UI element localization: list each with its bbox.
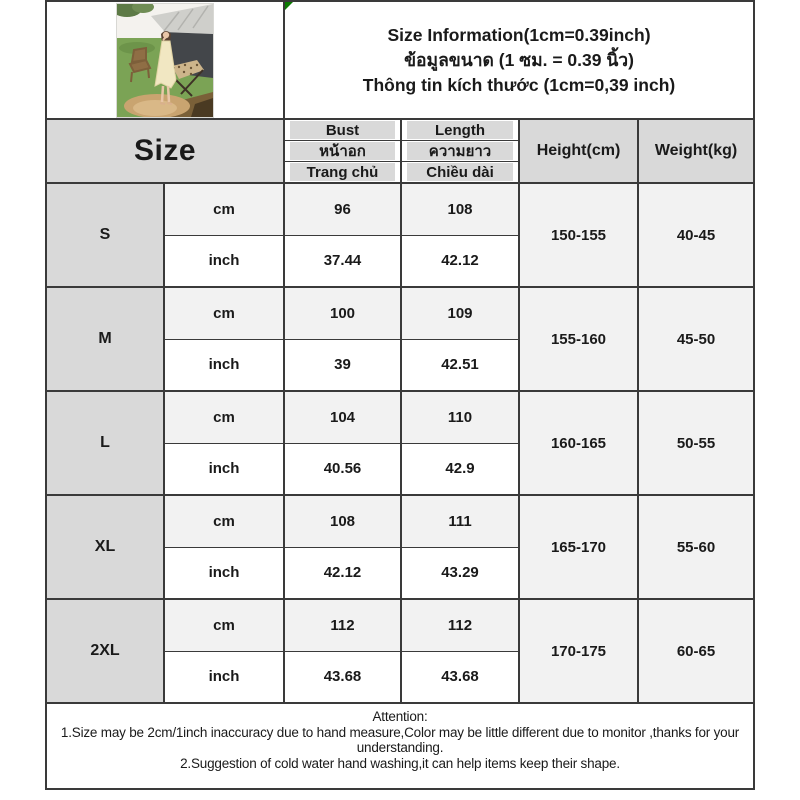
attention-note-2: 2.Suggestion of cold water hand washing,it can help items keep their shape. xyxy=(180,755,620,771)
weight-range: 60-65 xyxy=(638,599,754,703)
weight-range: 40-45 xyxy=(638,183,754,287)
bust-cm-value: 104 xyxy=(284,391,401,443)
unit-inch: inch xyxy=(164,235,284,287)
attention-note-1: 1.Size may be 2cm/1inch inaccuracy due to hand measure,Color may be little different due to monitor ,thanks for your understanding. xyxy=(60,724,740,755)
height-range: 165-170 xyxy=(519,495,638,599)
title-line-en: Size Information(1cm=0.39inch) xyxy=(387,24,651,45)
size-label: M xyxy=(46,287,164,391)
size-label: L xyxy=(46,391,164,495)
unit-inch: inch xyxy=(164,339,284,391)
bust-header-vi: Trang chủ xyxy=(284,162,401,184)
title-line-th: ข้อมูลขนาด (1 ซม. = 0.39 นิ้ว) xyxy=(404,49,634,70)
unit-inch: inch xyxy=(164,651,284,703)
bust-inch-value: 40.56 xyxy=(284,443,401,495)
length-inch-value: 42.51 xyxy=(401,339,519,391)
unit-cm: cm xyxy=(164,599,284,651)
length-cm-value: 111 xyxy=(401,495,519,547)
size-info-title-cell xyxy=(284,1,754,119)
length-header-vi: Chiều dài xyxy=(401,162,519,184)
bust-inch-value: 43.68 xyxy=(284,651,401,703)
bust-cm-value: 96 xyxy=(284,183,401,235)
unit-cm: cm xyxy=(164,183,284,235)
height-column-header: Height(cm) xyxy=(519,119,638,183)
unit-inch: inch xyxy=(164,443,284,495)
unit-cm: cm xyxy=(164,391,284,443)
length-cm-value: 108 xyxy=(401,183,519,235)
size-column-header: Size xyxy=(46,119,284,183)
size-label: 2XL xyxy=(46,599,164,703)
bust-header-en: Bust xyxy=(284,119,401,141)
length-inch-value: 42.9 xyxy=(401,443,519,495)
product-photo-image xyxy=(117,4,213,117)
bust-header-th: หน้าอก xyxy=(284,141,401,162)
height-range: 160-165 xyxy=(519,391,638,495)
size-label: S xyxy=(46,183,164,287)
bust-cm-value: 108 xyxy=(284,495,401,547)
length-header-th: ความยาว xyxy=(401,141,519,162)
length-header-en: Length xyxy=(401,119,519,141)
bust-inch-value: 37.44 xyxy=(284,235,401,287)
height-range: 170-175 xyxy=(519,599,638,703)
title-line-vi: Thông tin kích thước (1cm=0,39 inch) xyxy=(362,74,676,95)
product-photo-cell xyxy=(46,1,284,119)
length-cm-value: 110 xyxy=(401,391,519,443)
bust-cm-value: 100 xyxy=(284,287,401,339)
length-inch-value: 42.12 xyxy=(401,235,519,287)
weight-column-header: Weight(kg) xyxy=(638,119,754,183)
weight-range: 50-55 xyxy=(638,391,754,495)
bust-cm-value: 112 xyxy=(284,599,401,651)
attention-heading: Attention: xyxy=(372,709,428,724)
bust-inch-value: 42.12 xyxy=(284,547,401,599)
bust-inch-value: 39 xyxy=(284,339,401,391)
size-chart-table xyxy=(45,0,755,790)
length-cm-value: 112 xyxy=(401,599,519,651)
unit-cm: cm xyxy=(164,495,284,547)
size-label: XL xyxy=(46,495,164,599)
weight-range: 55-60 xyxy=(638,495,754,599)
unit-inch: inch xyxy=(164,547,284,599)
height-range: 155-160 xyxy=(519,287,638,391)
green-corner-flag xyxy=(285,2,293,10)
product-photo xyxy=(116,3,214,118)
size-chart-sheet xyxy=(45,0,753,790)
length-cm-value: 109 xyxy=(401,287,519,339)
attention-note-box xyxy=(46,703,754,789)
unit-cm: cm xyxy=(164,287,284,339)
weight-range: 45-50 xyxy=(638,287,754,391)
height-range: 150-155 xyxy=(519,183,638,287)
length-inch-value: 43.68 xyxy=(401,651,519,703)
length-inch-value: 43.29 xyxy=(401,547,519,599)
